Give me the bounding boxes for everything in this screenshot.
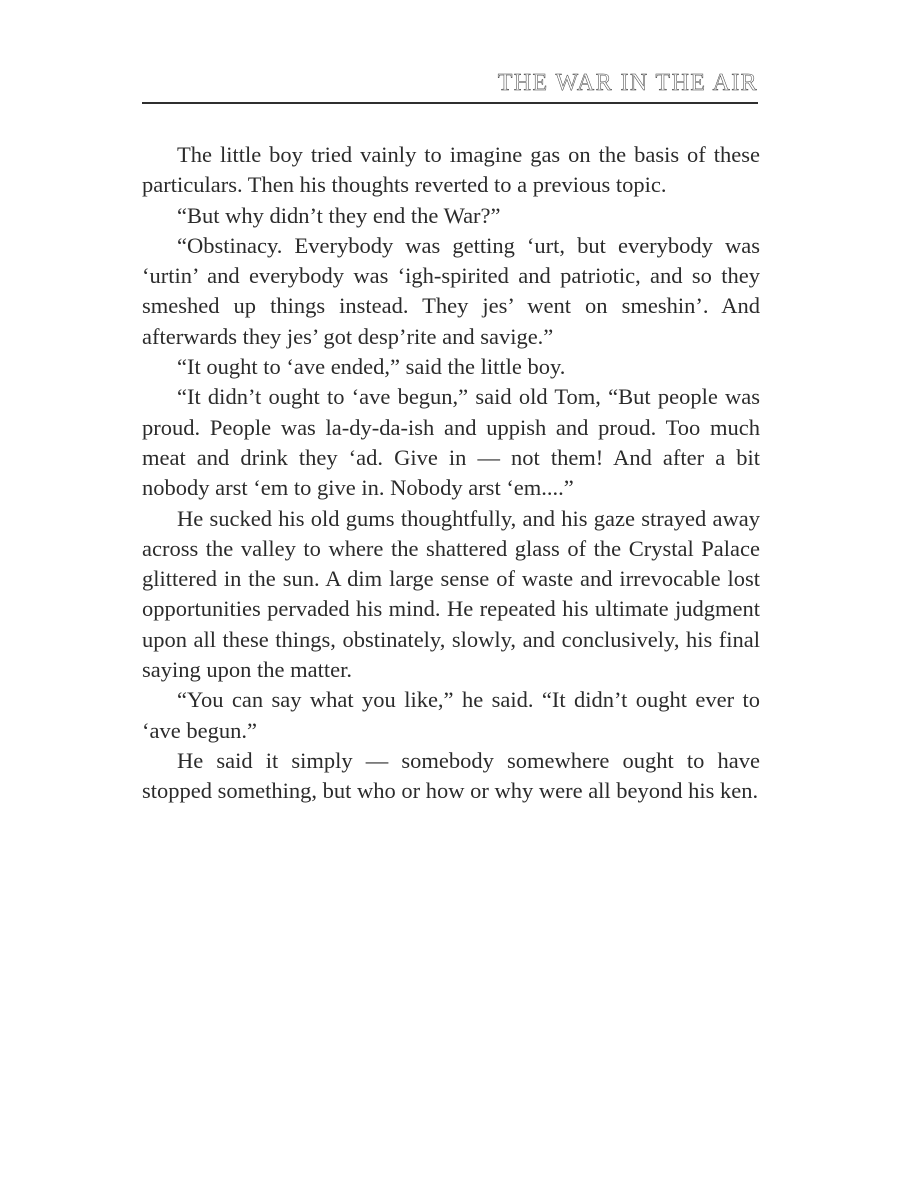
body-text	[142, 140, 760, 807]
running-head-title: THE WAR IN THE AIR	[497, 70, 758, 96]
paragraph: “It ought to ‘ave ended,” said the little boy.	[177, 354, 566, 380]
paragraph: The little boy tried vainly to imagine gas on the basis of these particulars. Then his thoughts reverted to a previous topic.	[142, 142, 760, 198]
paragraph: “Obstinacy. Everybody was getting ‘urt, but everybody was ‘urtin’ and everybody was ‘igh-spirited and patriotic, and so they smeshed up things instead. They jes’ went on smeshin’. And afterwards they jes’ got desp’rite and savige.”	[142, 232, 760, 349]
paragraph: “You can say what you like,” he said. “It didn’t ought ever to ‘ave begun.”	[142, 687, 760, 743]
paragraph: “It didn’t ought to ‘ave begun,” said old Tom, “But people was proud. People was la-dy-da-ish and uppish and proud. Too much meat and drink they ‘ad. Give in — not them! And after a bit nobody arst ‘em to give in. Nobody arst ‘em....”	[142, 384, 760, 501]
paragraph: He said it simply — somebody somewhere ought to have stopped something, but who or how or why were all beyond his ken.	[142, 747, 760, 804]
paragraph: “But why didn’t they end the War?”	[177, 202, 501, 228]
paragraph: He sucked his old gums thoughtfully, and his gaze strayed away across the valley to where the shattered glass of the Crystal Palace glittered in the sun. A dim large sense of waste and irrevocable lost opportunities pervaded his mind. He repeated his ultimate judgment upon all these things, obstinately, slowly, and conclusively, his final saying upon the matter.	[142, 505, 760, 683]
running-head	[142, 70, 758, 104]
